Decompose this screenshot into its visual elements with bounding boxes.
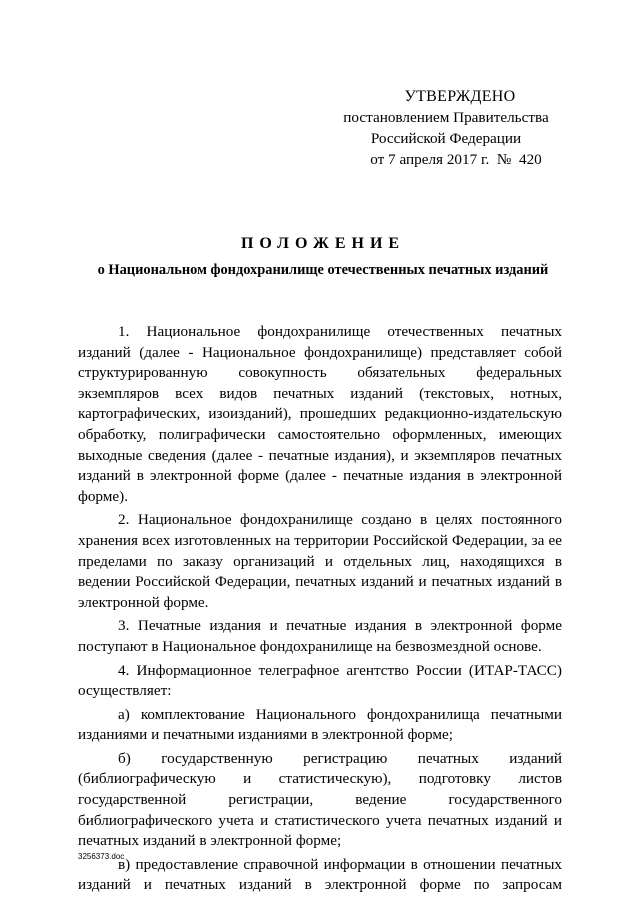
paragraph-4: 4. Информационное телеграфное агентство России (ИТАР-ТАСС) осуществляет:	[78, 661, 562, 700]
paragraph-2: 2. Национальное фондохранилище создано в целях постоянного хранения всех изготовленных на территории Российской Федерации, за ее пределами по заказу организаций и отдельных лиц, находящихся в ведении Российской Федерации, печатных изданий и печатных изданий в электронной форме.	[78, 511, 562, 611]
approval-line-3: от 7 апреля 2017 г. № 420	[370, 151, 542, 168]
document-subtitle: о Национальном фондохранилище отечественных печатных изданий	[97, 262, 549, 278]
approval-heading: УТВЕРЖДЕНО	[404, 88, 516, 105]
approval-block	[330, 86, 562, 170]
paragraph-3: 3. Печатные издания и печатные издания в электронной форме поступают в Национальное фондохранилище на безвозмездной основе.	[78, 617, 562, 655]
document-title: ПОЛОЖЕНИЕ	[240, 235, 406, 252]
document-body	[78, 322, 562, 899]
paragraph-4c: в) предоставление справочной информации в отношении печатных изданий и печатных изданий в электронной форме по запросам	[78, 855, 562, 894]
paragraph-4a: а) комплектование Национального фондохранилища печатными изданиями и печатными изданиями в электронной форме;	[78, 705, 562, 744]
approval-line-1: постановлением Правительства	[343, 109, 549, 126]
paragraph-1: 1. Национальное фондохранилище отечественных печатных изданий (далее - Национальное фондохранилище) представляет собой структурированную совокупность обязательных федеральных экземпляров всех видов печатных изданий (текстовых, нотных, картографических, изоизданий), прошедших редакционно-издательскую обработку, полиграфически самостоятельно оформленных, имеющих выходные сведения (далее - печатные издания), и экземпляров печатных изданий в электронной форме (далее - печатные издания в электронной форме).	[78, 323, 562, 505]
paragraph-4b: б) государственную регистрацию печатных изданий (библиографическую и статистическую), подготовку листов государственной регистрации, ведение государственного библиографического учета и статистического учета печатных изданий и печатных изданий в электронной форме;	[78, 749, 562, 850]
approval-line-2: Российской Федерации	[370, 130, 522, 147]
file-name-footer: 3256373.doc	[78, 852, 125, 861]
